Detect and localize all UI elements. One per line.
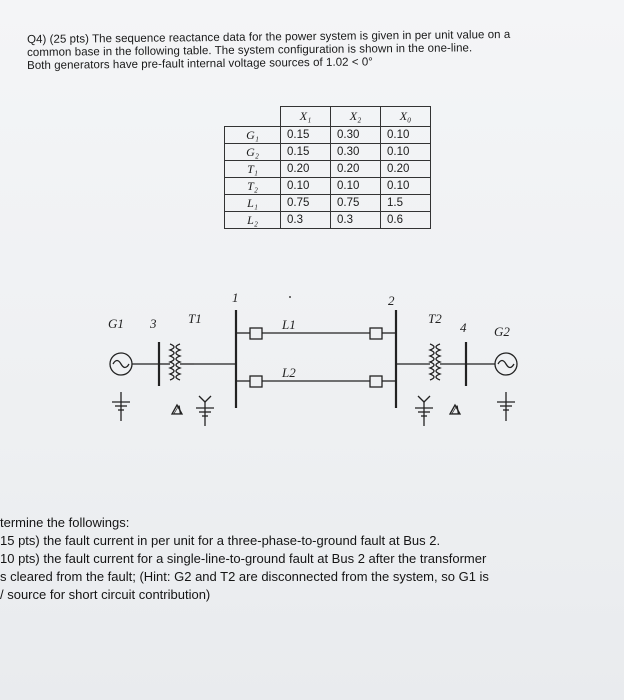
ground-icon — [415, 396, 433, 426]
row-label: L₂ — [225, 212, 281, 229]
table-row — [225, 212, 431, 229]
task-line: / source for short circuit contribution) — [0, 587, 211, 602]
transformer-t1-secondary — [176, 344, 180, 380]
row-label: T₁ — [225, 161, 281, 178]
ground-icon — [497, 392, 515, 421]
cell-x1: 0.15 — [281, 127, 331, 144]
ground-icon — [196, 396, 214, 426]
label-l2: L2 — [282, 365, 296, 380]
table-corner-cell — [225, 107, 281, 127]
cell-x0: 1.5 — [381, 195, 431, 212]
breaker-l2-bus1 — [250, 376, 262, 387]
row-label: T₂ — [225, 178, 281, 195]
cell-x1: 0.10 — [281, 178, 331, 195]
label-delta-t1: Δ — [174, 402, 182, 417]
table-row — [225, 195, 431, 212]
label-bus-3: 3 — [150, 316, 157, 331]
label-g1: G1 — [108, 316, 124, 331]
header-x2: X₂ — [331, 107, 381, 127]
task-line: 15 pts) the fault current in per unit for a three-phase-to-ground fault at Bus 2. — [0, 533, 441, 548]
cell-x0: 0.10 — [381, 127, 431, 144]
task-line: s cleared from the fault; (Hint: G2 and T2 are disconnected from the system, so G1 is — [0, 569, 489, 584]
label-bus-2: 2 — [388, 293, 395, 308]
ground-icon — [112, 392, 130, 421]
cell-x0: 0.10 — [381, 144, 431, 161]
table-row — [225, 161, 431, 178]
stray-mark — [289, 296, 291, 298]
task-line: 10 pts) the fault current for a single-line-to-ground fault at Bus 2 after the transformer — [0, 551, 487, 566]
cell-x2: 0.3 — [331, 212, 381, 229]
cell-x1: 0.20 — [281, 161, 331, 178]
header-x1: X₁ — [281, 107, 331, 127]
label-t2: T2 — [428, 311, 442, 326]
table-row — [225, 127, 431, 144]
label-bus-4: 4 — [460, 320, 467, 335]
cell-x0: 0.10 — [381, 178, 431, 195]
row-label: G₁ — [225, 127, 281, 144]
breaker-l1-bus2 — [370, 328, 382, 339]
label-g2: G2 — [494, 324, 510, 339]
transformer-t2-secondary — [436, 344, 440, 380]
breaker-l1-bus1 — [250, 328, 262, 339]
header-x0: X₀ — [381, 107, 431, 127]
cell-x1: 0.3 — [281, 212, 331, 229]
one-line-diagram — [0, 280, 624, 450]
cell-x2: 0.20 — [331, 161, 381, 178]
cell-x2: 0.10 — [331, 178, 381, 195]
label-t1: T1 — [188, 311, 202, 326]
question-header-line: Both generators have pre-fault internal voltage sources of 1.02 < 0° — [27, 56, 373, 72]
sine-icon — [498, 361, 514, 368]
label-delta-t2: Δ — [452, 402, 460, 417]
cell-x2: 0.75 — [331, 195, 381, 212]
label-l1: L1 — [282, 317, 296, 332]
cell-x0: 0.20 — [381, 161, 431, 178]
table-row — [225, 178, 431, 195]
table-header-row — [225, 107, 431, 127]
transformer-t2-primary — [430, 344, 434, 380]
sine-icon — [113, 361, 129, 368]
reactance-table — [224, 106, 431, 229]
cell-x2: 0.30 — [331, 127, 381, 144]
row-label: L₁ — [225, 195, 281, 212]
cell-x0: 0.6 — [381, 212, 431, 229]
table-row — [225, 144, 431, 161]
question-header-line: common base in the following table. The system configuration is shown in the one-line. — [27, 42, 473, 59]
row-label: G₂ — [225, 144, 281, 161]
transformer-t1-primary — [170, 344, 174, 380]
cell-x2: 0.30 — [331, 144, 381, 161]
breaker-l2-bus2 — [370, 376, 382, 387]
task-intro: termine the followings: — [0, 515, 130, 530]
cell-x1: 0.75 — [281, 195, 331, 212]
cell-x1: 0.15 — [281, 144, 331, 161]
label-bus-1: 1 — [232, 290, 239, 305]
question-header-line: Q4) (25 pts) The sequence reactance data for the power system is given in per unit value on a — [27, 28, 511, 46]
